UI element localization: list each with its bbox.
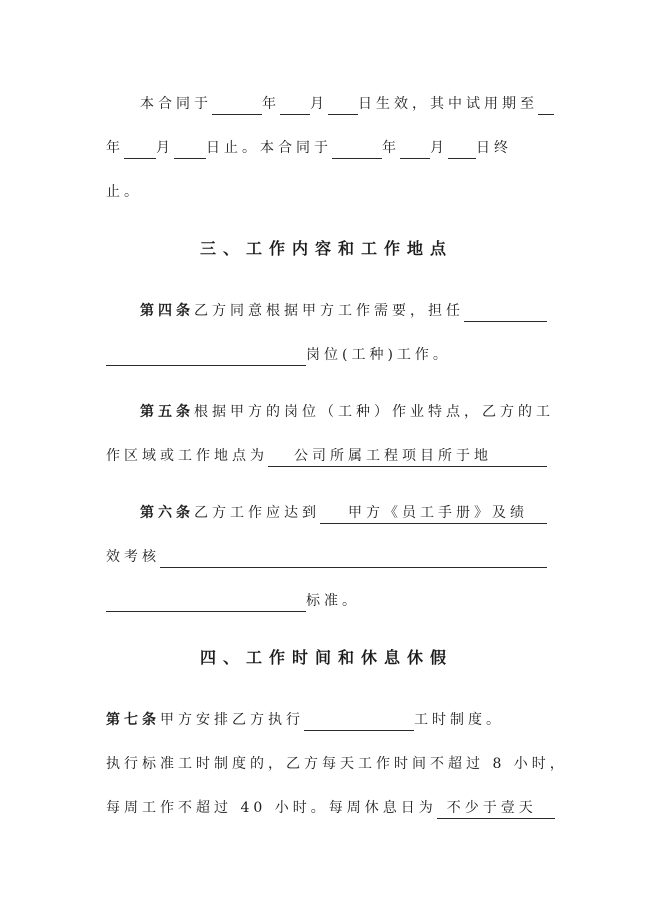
blank-empty <box>174 138 182 158</box>
text-run: 工时制度。 <box>414 712 504 728</box>
blank-empty <box>124 138 132 158</box>
fill-in-blank <box>320 502 547 524</box>
text-run: 作区域或工作地点为 <box>106 448 268 464</box>
blank-empty <box>464 301 472 321</box>
paragraph-line <box>106 170 547 214</box>
text-run: 月 <box>156 140 174 156</box>
text-run: 甲方安排乙方执行 <box>160 712 304 728</box>
text-run: 止。 <box>106 184 142 200</box>
article-number: 第六条 <box>140 505 194 521</box>
paragraph-line <box>106 333 547 377</box>
text-run: 日生效，其中试用期至 <box>358 96 538 112</box>
blank-empty <box>160 547 168 567</box>
text-run: 日终 <box>476 140 512 156</box>
text-run: 日止。本合同于 <box>206 140 332 156</box>
paragraph-line <box>106 289 547 333</box>
paragraph-line <box>106 126 547 170</box>
blank-empty <box>448 138 456 158</box>
section-heading-4: 四、工作时间和休息休假 <box>199 648 453 667</box>
fill-in-blank <box>124 137 156 159</box>
fill-in-blank <box>437 797 555 819</box>
paragraph-line <box>106 742 568 786</box>
text-run: 月 <box>310 96 328 112</box>
text-run: 年 <box>382 140 400 156</box>
blank-empty <box>106 591 114 611</box>
paragraph-line <box>106 491 547 535</box>
blank-empty <box>106 345 114 365</box>
text-run: 执行标准工时制度的，乙方每天工作时间不超过 8 小时， <box>106 756 568 772</box>
paragraph-line <box>106 535 547 579</box>
fill-in-blank <box>160 546 547 568</box>
blank-empty <box>212 94 220 114</box>
blank-empty <box>538 94 546 114</box>
text-run: 每周工作不超过 40 小时。每周休息日为 <box>106 800 437 816</box>
document-body <box>106 82 568 830</box>
blank-empty <box>400 138 408 158</box>
paragraph-line <box>106 786 547 830</box>
paragraph-line <box>106 82 547 126</box>
paragraph-line <box>106 390 554 434</box>
fill-in-blank <box>332 137 382 159</box>
blank-empty <box>280 94 288 114</box>
fill-in-blank <box>268 445 547 467</box>
fill-in-blank <box>174 137 206 159</box>
paragraph-line <box>106 579 547 623</box>
blank-empty <box>328 94 336 114</box>
article-4 <box>106 289 547 377</box>
blank-filled-text: 甲方《员工手册》及绩 <box>348 505 528 521</box>
text-run: 乙方同意根据甲方工作需要，担任 <box>194 303 464 319</box>
fill-in-blank <box>400 137 430 159</box>
article-number: 第五条 <box>140 404 194 420</box>
fill-in-blank <box>106 590 306 612</box>
fill-in-blank <box>538 93 554 115</box>
text-run: 年 <box>106 140 124 156</box>
text-run: 根据甲方的岗位（工种）作业特点，乙方的工 <box>194 404 554 420</box>
fill-in-blank <box>280 93 310 115</box>
section-heading-3: 三、工作内容和工作地点 <box>199 239 453 258</box>
fill-in-blank <box>464 300 547 322</box>
blank-empty <box>332 138 340 158</box>
blank-filled-text: 不少于壹天 <box>446 800 537 816</box>
article-number: 第四条 <box>140 303 194 319</box>
article-6 <box>106 491 547 623</box>
text-run: 年 <box>262 96 280 112</box>
article-5 <box>106 390 554 478</box>
text-run: 标准。 <box>306 593 360 609</box>
blank-filled-text: 公司所属工程项目所于地 <box>294 448 492 464</box>
fill-in-blank <box>304 709 414 731</box>
text-run: 本合同于 <box>140 96 212 112</box>
text-run: 岗位(工种)工作。 <box>306 347 451 363</box>
fill-in-blank <box>212 93 262 115</box>
article-7 <box>106 698 568 830</box>
blank-empty <box>304 710 312 730</box>
text-run: 月 <box>430 140 448 156</box>
fill-in-blank <box>106 344 306 366</box>
contract-term-clause <box>106 82 547 214</box>
fill-in-blank <box>328 93 358 115</box>
text-run: 效考核 <box>106 549 160 565</box>
paragraph-line <box>106 698 547 742</box>
fill-in-blank <box>448 137 476 159</box>
article-number: 第七条 <box>106 712 160 728</box>
paragraph-line <box>106 434 547 478</box>
text-run: 乙方工作应达到 <box>194 505 320 521</box>
